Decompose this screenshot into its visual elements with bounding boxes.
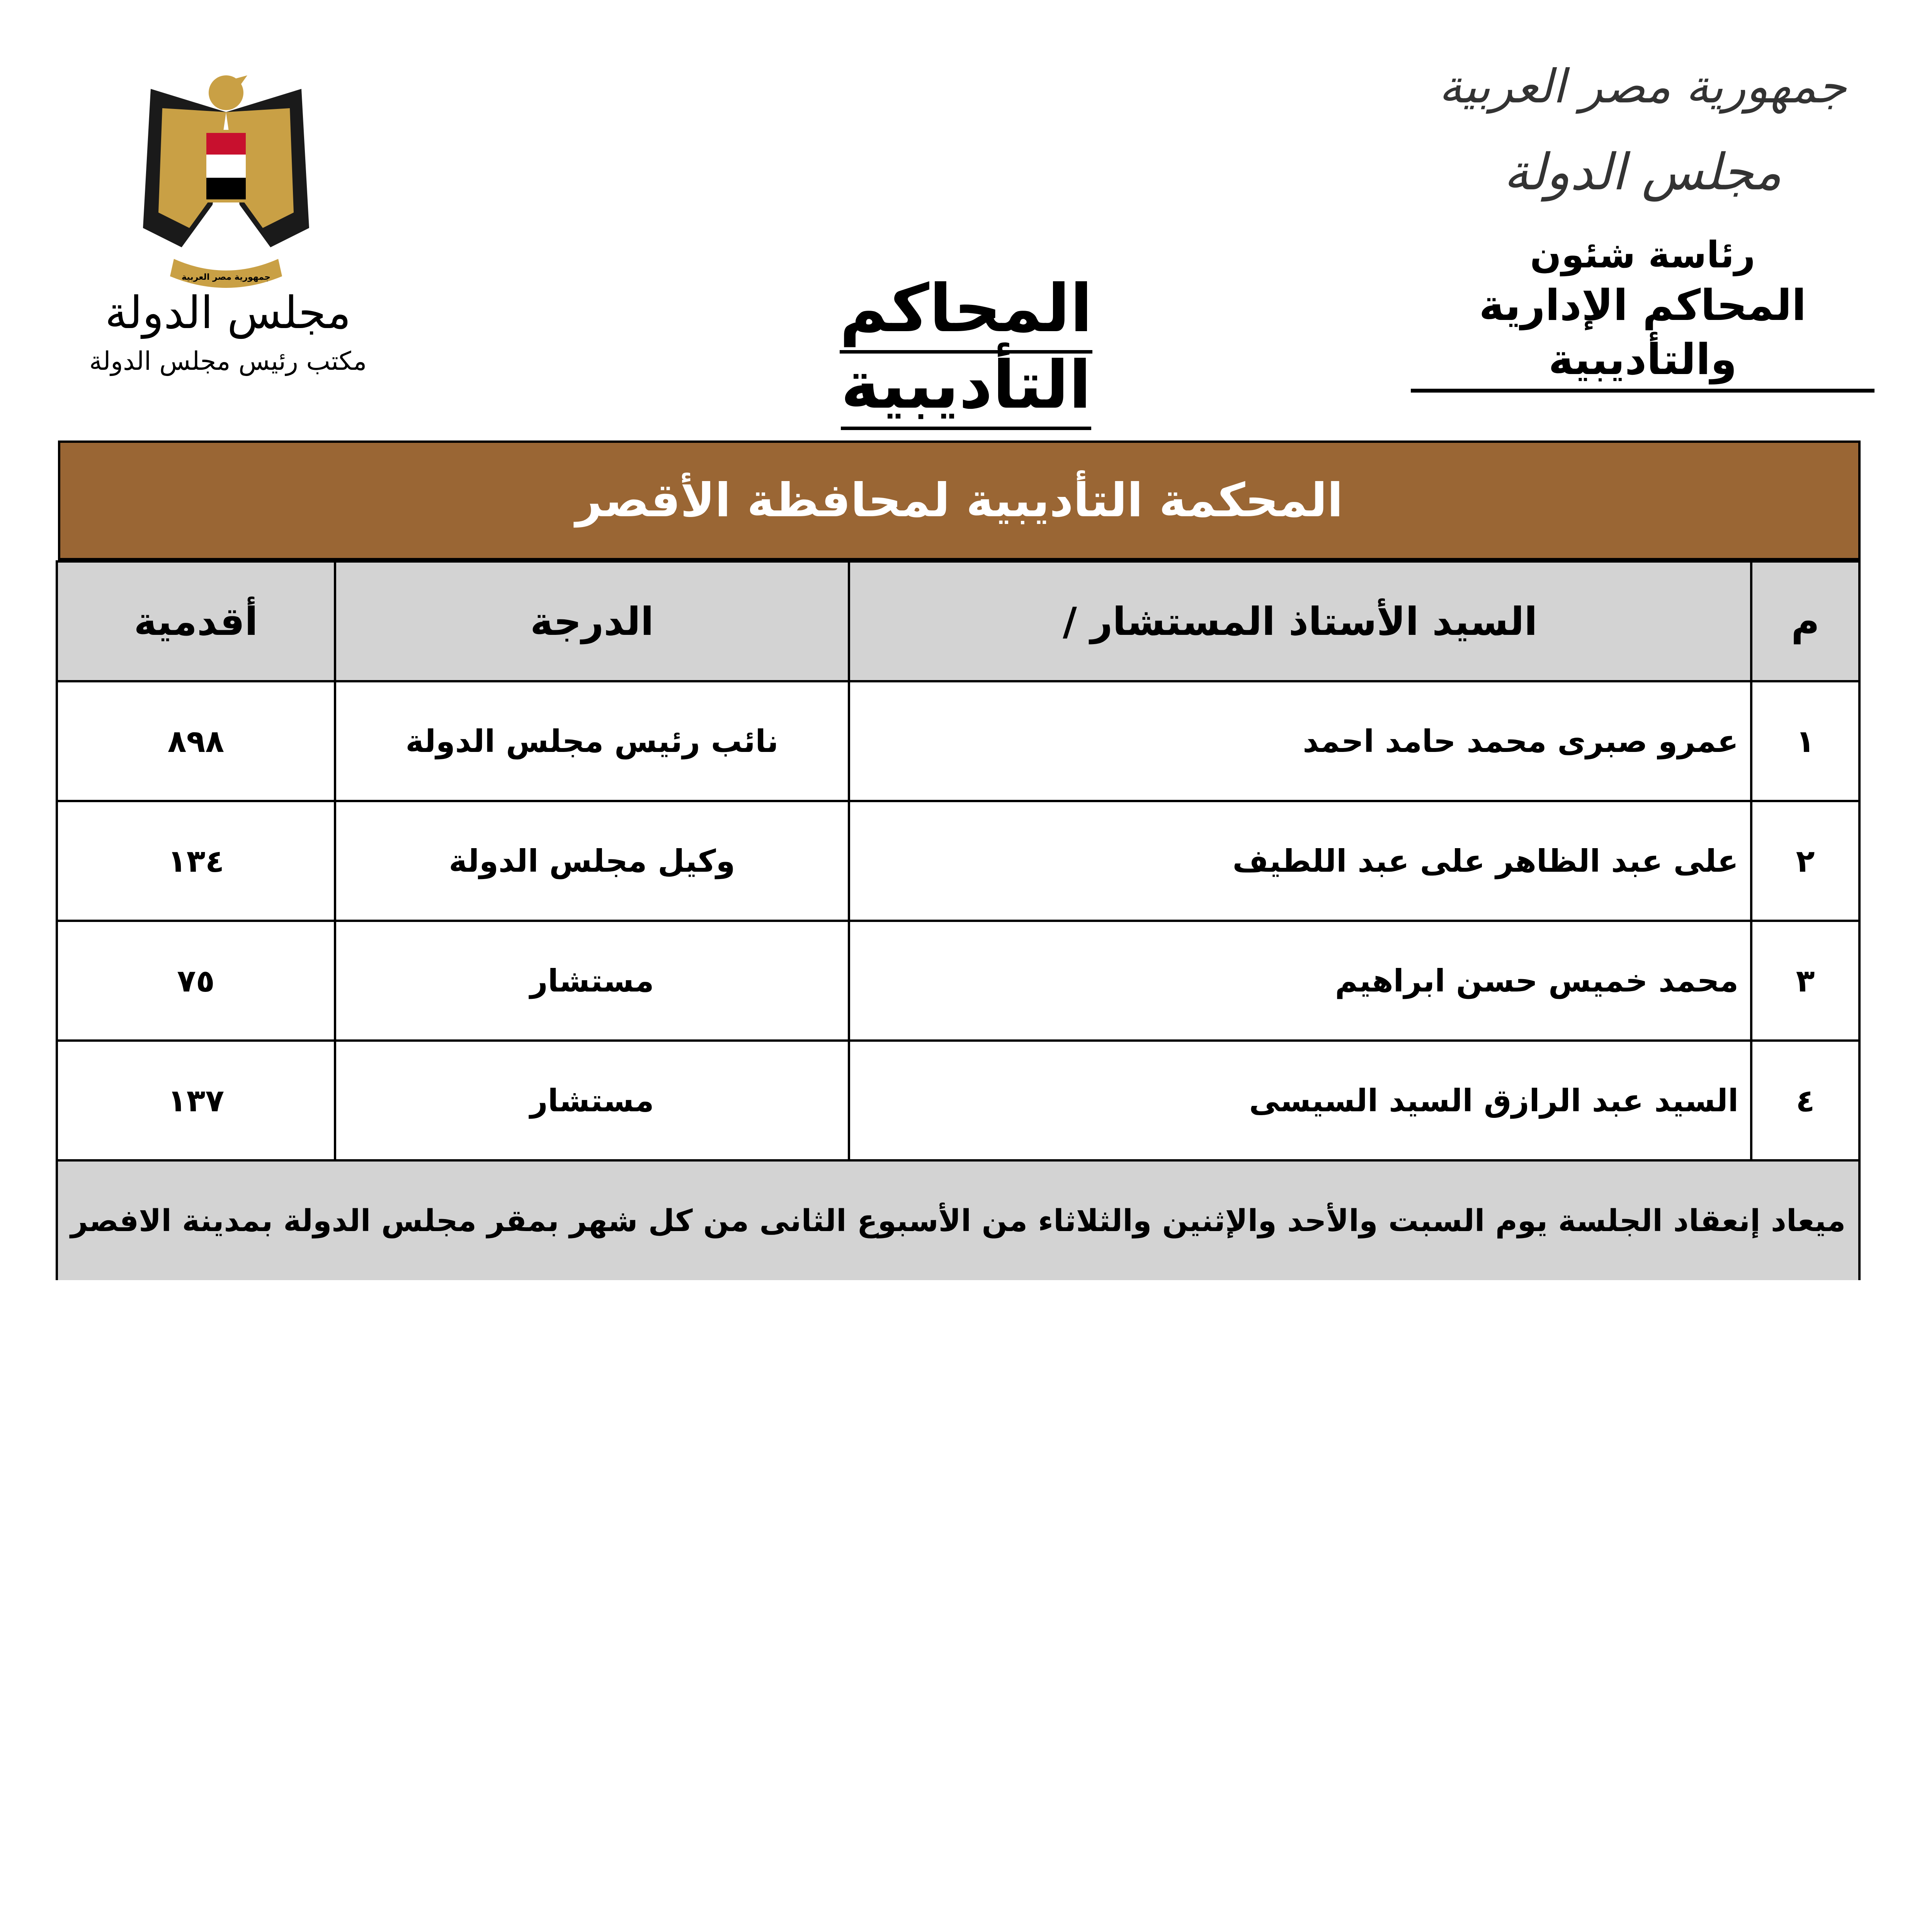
page-title-text: المحاكم التأديبية xyxy=(840,270,1093,430)
row-number: ١ xyxy=(1751,681,1859,801)
table-row xyxy=(57,1041,1859,1160)
republic-name: جمهورية مصر العربية xyxy=(1439,60,1847,114)
eagle-emblem-icon xyxy=(135,66,317,298)
judges-table xyxy=(56,560,1861,1280)
judge-rank: نائب رئيس مجلس الدولة xyxy=(335,681,849,801)
judge-name: على عبد الظاهر على عبد اللطيف xyxy=(849,801,1751,921)
emblem-caption: جمهورية مصر العربية xyxy=(182,272,270,282)
judge-name: السيد عبد الرازق السيد السيسى xyxy=(849,1041,1751,1160)
court-title: المحكمة التأديبية لمحافظة الأقصر xyxy=(58,440,1861,560)
session-note: ميعاد إنعقاد الجلسة يوم السبت والأحد والإثنين والثلاثاء من الأسبوع الثانى من كل شهر بمقر مجلس الدولة بمدينة الافصر xyxy=(57,1160,1859,1280)
judge-rank: مستشار xyxy=(335,1041,849,1160)
table-row xyxy=(57,681,1859,801)
judge-rank: وكيل مجلس الدولة xyxy=(335,801,849,921)
row-number: ٢ xyxy=(1751,801,1859,921)
header-right-block xyxy=(1411,58,1874,393)
col-header-name: السيد الأستاذ المستشار / xyxy=(849,561,1751,681)
judge-seniority: ١٣٧ xyxy=(57,1041,335,1160)
row-number: ٣ xyxy=(1751,921,1859,1041)
office-label: مكتب رئيس مجلس الدولة xyxy=(89,346,367,376)
judge-seniority: ٧٥ xyxy=(57,921,335,1041)
table-header-row xyxy=(57,561,1859,681)
table-row xyxy=(57,921,1859,1041)
council-name-left: مجلس الدولة xyxy=(105,287,351,339)
presidency-label: رئاسة شئون xyxy=(1530,234,1755,276)
header-left-block xyxy=(35,286,421,379)
col-header-rank: الدرجة xyxy=(335,561,849,681)
col-header-number: م xyxy=(1751,561,1859,681)
council-name: مجلس الدولة xyxy=(1504,143,1782,201)
judge-name: عمرو صبرى محمد حامد احمد xyxy=(849,681,1751,801)
row-number: ٤ xyxy=(1751,1041,1859,1160)
col-header-seniority: أقدمية xyxy=(57,561,335,681)
page-title xyxy=(742,270,1190,423)
judge-seniority: ٨٩٨ xyxy=(57,681,335,801)
table-row xyxy=(57,801,1859,921)
judge-seniority: ١٣٤ xyxy=(57,801,335,921)
judge-rank: مستشار xyxy=(335,921,849,1041)
courts-department-label: المحاكم الإدارية والتأديبية xyxy=(1411,278,1874,393)
court-table xyxy=(58,440,1861,1280)
judge-name: محمد خميس حسن ابراهيم xyxy=(849,921,1751,1041)
session-note-row xyxy=(57,1160,1859,1280)
